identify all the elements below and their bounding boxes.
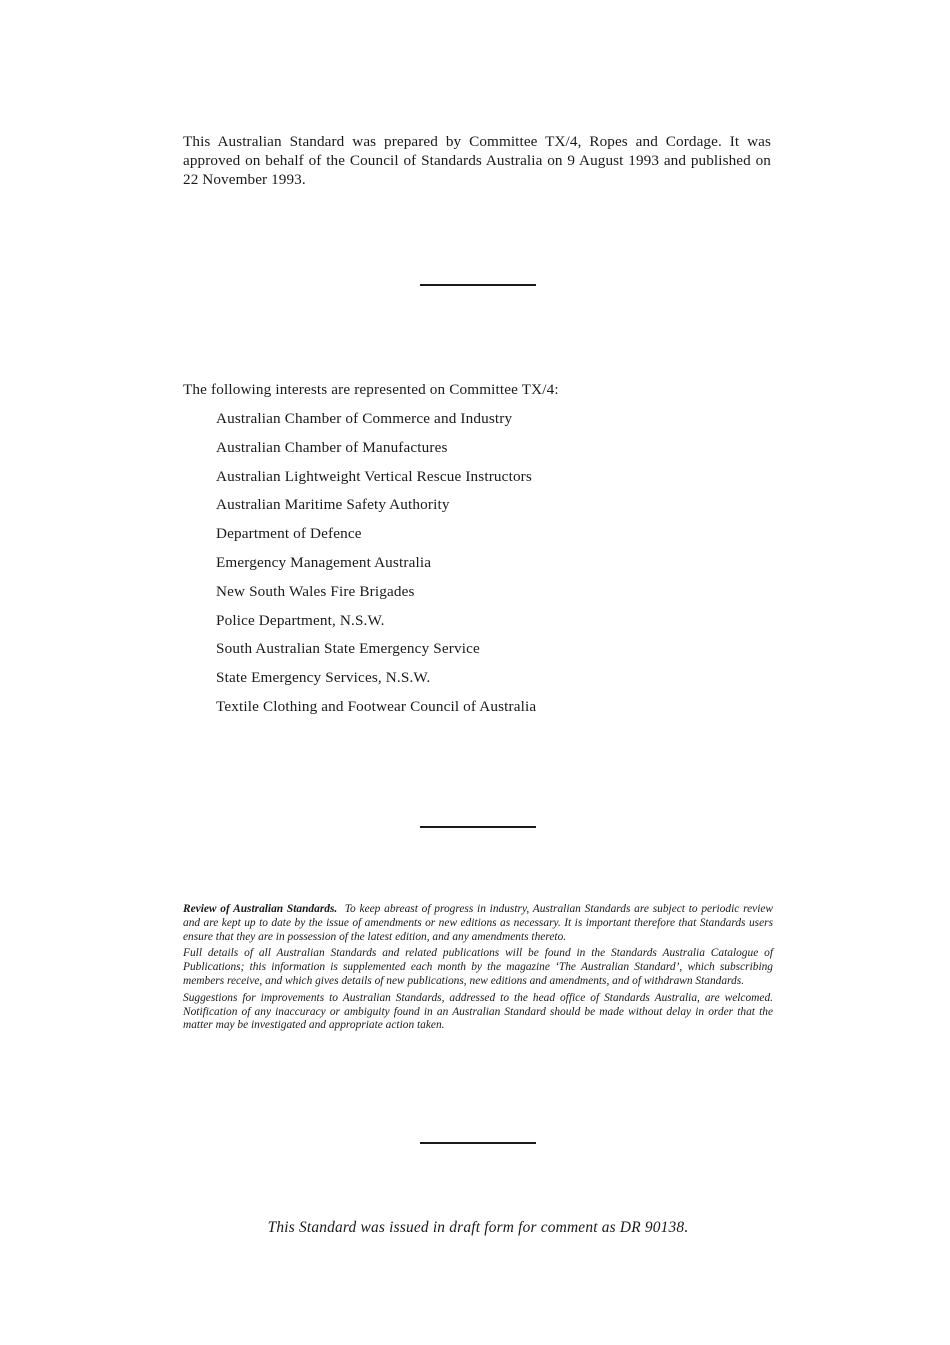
interest-item: Australian Chamber of Manufactures — [216, 438, 448, 456]
interest-item: Textile Clothing and Footwear Council of Australia — [216, 697, 537, 715]
suggestions-note: Suggestions for improvements to Australian Standards, addressed to the head office of Standards Australia, are welcomed. Notification of any inaccuracy or ambiguity found in an Australian Standard should be made without delay in order that the matter may be investigated and appropriate action taken. — [183, 991, 773, 1032]
section-divider — [420, 1142, 536, 1144]
interest-item: Australian Lightweight Vertical Rescue Instructors — [216, 467, 532, 485]
interest-item: Police Department, N.S.W. — [216, 611, 385, 629]
review-text: To keep abreast of progress in industry, Australian Standards are subject to periodic review and are kept up to date by the issue of amendments or new editions as necessary. It is important therefore that Standards users ensure that they are in possession of the latest edition, and any amendments thereto. — [183, 903, 774, 943]
interest-item: South Australian State Emergency Service — [216, 640, 480, 658]
interest-item: Department of Defence — [216, 525, 362, 543]
interest-item: State Emergency Services, N.S.W. — [216, 669, 431, 687]
interest-item: New South Wales Fire Brigades — [216, 582, 415, 600]
interests-heading: The following interests are represented on Committee TX/4: — [183, 381, 559, 398]
standards-notes — [183, 903, 773, 1036]
details-note: Full details of all Australian Standards and related publications will be found in the Standards Australia Catalogue of Publications; this information is supplemented each month by the magazine ‘The Australian Standard’, which subscribing members receive, and which gives details of new publications, new editions and amendments, and of withdrawn Standards. — [183, 947, 773, 987]
interest-item: Australian Chamber of Commerce and Industry — [216, 410, 513, 427]
section-divider — [420, 826, 536, 828]
draft-note: This Standard was issued in draft form for comment as DR 90138. — [267, 1219, 689, 1236]
preparation-statement: This Australian Standard was prepared by Committee TX/4, Ropes and Cordage. It was approved on behalf of the Council of Standards Australia on 9 August 1993 and published on 22 November 1993. — [183, 133, 771, 188]
interest-item: Australian Maritime Safety Authority — [216, 496, 450, 514]
review-note — [183, 903, 773, 944]
review-heading: Review of Australian Standards. — [183, 903, 338, 915]
interests-list — [216, 409, 536, 726]
interest-item: Emergency Management Australia — [216, 553, 432, 571]
section-divider — [420, 284, 536, 286]
